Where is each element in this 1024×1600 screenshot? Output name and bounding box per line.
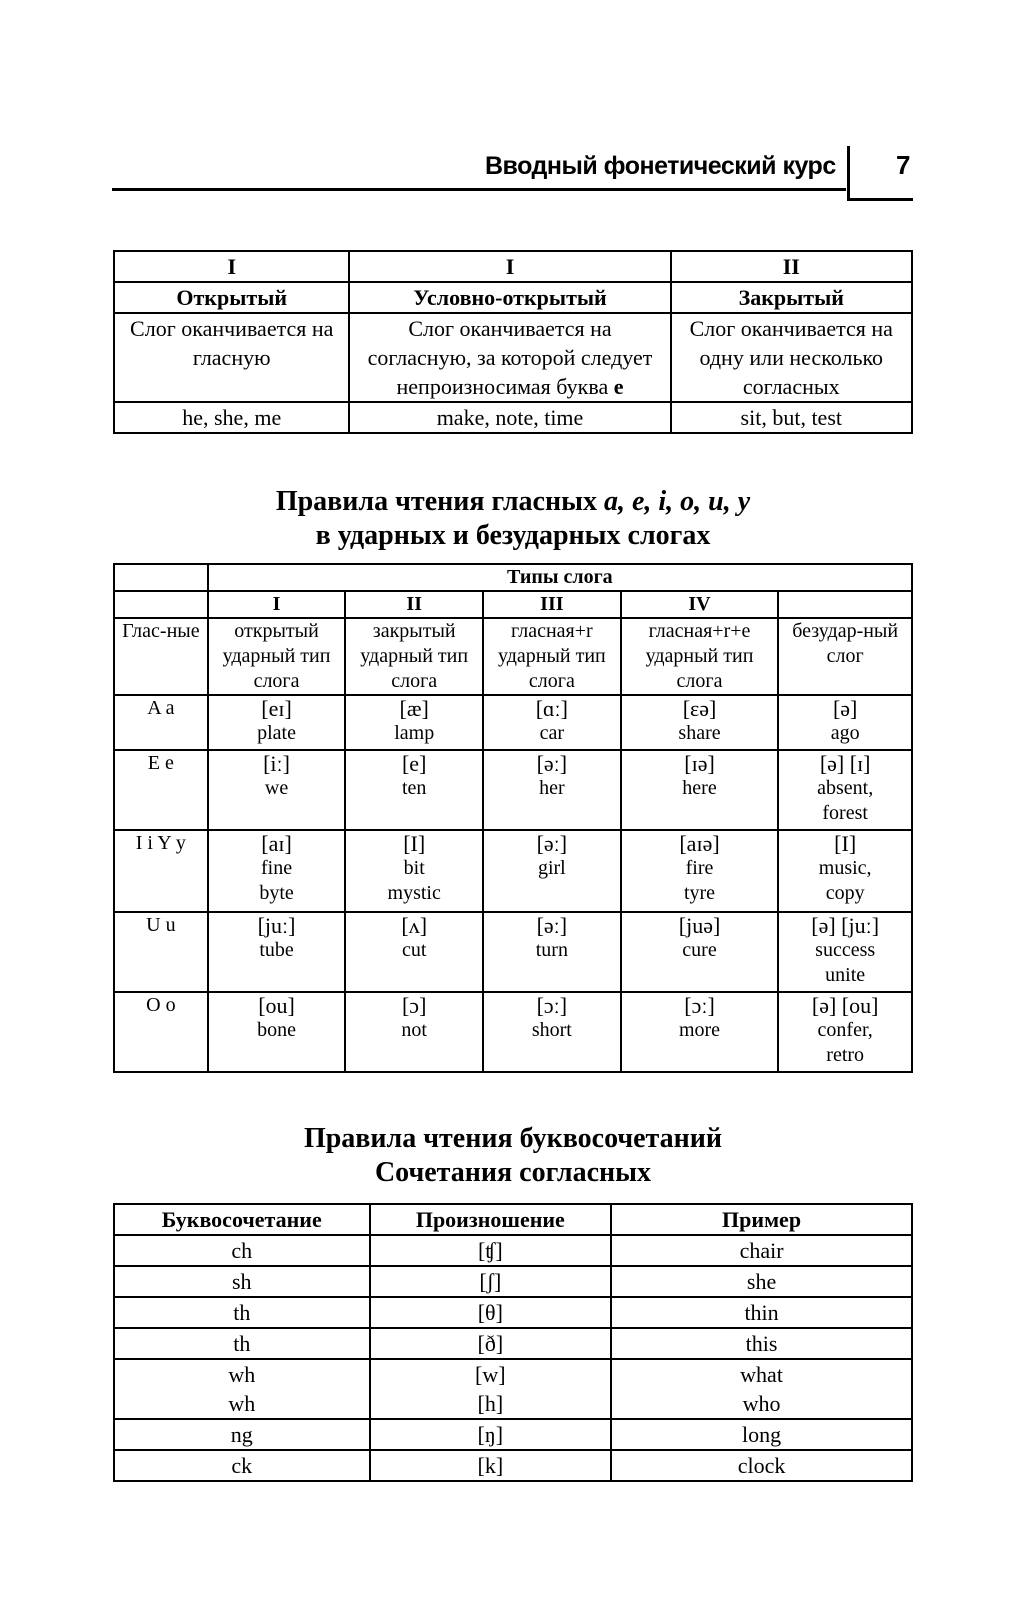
silent-letter: e xyxy=(613,374,624,399)
transcription: [ɔː] xyxy=(536,993,568,1018)
vowel-letter: A a xyxy=(114,695,208,750)
example-word: long xyxy=(611,1419,912,1450)
vowel-cell xyxy=(345,912,483,992)
vowel-cell xyxy=(483,830,621,912)
transcription: [ə] [juː] xyxy=(811,913,880,938)
vowel-cell xyxy=(208,912,346,992)
table-row xyxy=(114,618,912,695)
roman-numeral: I xyxy=(208,591,346,618)
transcription: [eɪ] xyxy=(261,696,292,721)
transcription: [ʌ] xyxy=(401,913,428,938)
page-number: 7 xyxy=(896,150,911,180)
example-word: her xyxy=(539,777,565,799)
vowel-rows xyxy=(114,695,912,1072)
transcription: [əː] xyxy=(536,913,568,938)
table-row xyxy=(114,591,912,618)
vowel-cell xyxy=(778,992,912,1072)
syllable-description: Слог оканчивается на согласную, за которой следует непроизносимая буква e xyxy=(349,313,670,402)
table-row xyxy=(114,830,912,912)
consonant-combos-table xyxy=(113,1203,913,1482)
transcription: [aɪə] xyxy=(679,831,720,856)
vowel-cell xyxy=(208,750,346,830)
table-row xyxy=(114,402,912,433)
vowel-cell xyxy=(778,750,912,830)
example-word: she xyxy=(611,1266,912,1297)
transcription: [I] xyxy=(403,831,426,856)
example-word: share xyxy=(678,722,721,744)
vowel-cell xyxy=(483,750,621,830)
syllable-types-table xyxy=(113,250,913,434)
vowel-cell xyxy=(483,695,621,750)
letter-combination: th xyxy=(114,1328,370,1359)
letter-combination: wh wh xyxy=(114,1359,370,1419)
syllable-type-label: Закрытый xyxy=(671,282,912,313)
table-row xyxy=(114,282,912,313)
vowel-cell xyxy=(483,912,621,992)
combos-section-title: Правила чтения буквосочетаний Сочетания согласных xyxy=(303,1123,723,1188)
running-header-title: Вводный фонетический курс xyxy=(485,152,836,180)
column-header: Пример xyxy=(611,1204,912,1235)
example-word: confer, xyxy=(817,1019,873,1041)
table-row xyxy=(114,251,912,282)
pronunciation: [k] xyxy=(370,1450,612,1481)
vowel-cell xyxy=(208,992,346,1072)
table-row xyxy=(114,912,912,992)
vowel-cell xyxy=(621,750,779,830)
vowel-cell xyxy=(345,750,483,830)
table-row xyxy=(114,1297,912,1328)
transcription: [ə] [ɪ] xyxy=(819,751,871,776)
vowel-letter: E e xyxy=(114,750,208,830)
vowels-table xyxy=(113,563,913,1073)
example-word: clock xyxy=(611,1450,912,1481)
header-divider xyxy=(847,146,850,201)
table-row xyxy=(114,750,912,830)
table-row xyxy=(114,1450,912,1481)
example-word: not xyxy=(401,1019,427,1041)
vowel-cell xyxy=(621,992,779,1072)
roman-numeral: II xyxy=(345,591,483,618)
table-row xyxy=(114,1419,912,1450)
transcription: [əː] xyxy=(536,751,568,776)
transcription: [ə] xyxy=(832,696,858,721)
table-row xyxy=(114,695,912,750)
example-word: what who xyxy=(611,1359,912,1419)
table-row xyxy=(114,992,912,1072)
vowel-cell xyxy=(483,992,621,1072)
vowel-cell xyxy=(778,912,912,992)
example-word: tube xyxy=(259,939,294,961)
example-word: lamp xyxy=(394,722,435,744)
example-word: byte xyxy=(259,882,294,904)
transcription: [juə] xyxy=(678,913,721,938)
vowel-cell xyxy=(208,695,346,750)
pronunciation: [w] [h] xyxy=(370,1359,612,1419)
roman-numeral xyxy=(778,591,912,618)
syllable-example: he, she, me xyxy=(114,402,349,433)
example-word: here xyxy=(682,777,717,799)
group-header: Типы слога xyxy=(208,564,912,591)
table-row xyxy=(114,1266,912,1297)
transcription: [I] xyxy=(834,831,857,856)
example-word: mystic xyxy=(387,882,441,904)
transcription: [æ] xyxy=(399,696,429,721)
table-row xyxy=(114,313,912,402)
row-header: Глас-ные xyxy=(114,618,208,695)
syllable-type-label: Условно-открытый xyxy=(349,282,670,313)
pronunciation: [ŋ] xyxy=(370,1419,612,1450)
letter-combination: th xyxy=(114,1297,370,1328)
page-number-rule xyxy=(847,198,913,201)
example-word: chair xyxy=(611,1235,912,1266)
example-word: bit xyxy=(403,857,425,879)
table-row xyxy=(114,564,912,591)
vowel-cell xyxy=(345,992,483,1072)
roman-numeral: II xyxy=(671,251,912,282)
pronunciation: [ð] xyxy=(370,1328,612,1359)
table-row xyxy=(114,1328,912,1359)
combo-rows xyxy=(114,1235,912,1481)
column-description: гласная+r+e ударный тип слога xyxy=(621,618,779,695)
pronunciation: [ʧ] xyxy=(370,1235,612,1266)
example-word: fire xyxy=(685,857,714,879)
example-word: cure xyxy=(682,939,717,961)
vowel-letter: I i Y y xyxy=(114,830,208,912)
example-word: success xyxy=(815,939,876,961)
example-word: music, xyxy=(818,857,872,879)
example-word: forest xyxy=(822,802,868,824)
example-word: short xyxy=(531,1019,572,1041)
transcription: [e] xyxy=(401,751,427,776)
column-header: Буквосочетание xyxy=(114,1204,370,1235)
roman-numeral: I xyxy=(349,251,670,282)
transcription: [iː] xyxy=(263,751,290,776)
example-word: girl xyxy=(537,857,566,879)
transcription: [ɪə] xyxy=(684,751,715,776)
vowel-cell xyxy=(621,912,779,992)
syllable-example: sit, but, test xyxy=(671,402,912,433)
example-word: ten xyxy=(401,777,427,799)
example-word: absent, xyxy=(817,777,874,799)
transcription: [ə] [ou] xyxy=(811,993,879,1018)
syllable-description: Слог оканчивается на гласную xyxy=(114,313,349,402)
vowel-cell xyxy=(621,830,779,912)
vowel-cell xyxy=(208,830,346,912)
example-word: retro xyxy=(826,1044,865,1066)
example-word: ago xyxy=(830,722,860,744)
vowel-cell xyxy=(778,695,912,750)
example-word: turn xyxy=(535,939,568,961)
vowel-letter: O o xyxy=(114,992,208,1072)
column-description: гласная+r ударный тип слога xyxy=(483,618,621,695)
transcription: [ɑː] xyxy=(535,696,568,721)
syllable-description: Слог оканчивается на одну или несколько согласных xyxy=(671,313,912,402)
roman-numeral: III xyxy=(483,591,621,618)
transcription: [ou] xyxy=(258,993,295,1018)
transcription: [aɪ] xyxy=(261,831,292,856)
example-word: more xyxy=(678,1019,721,1041)
vowel-cell xyxy=(345,830,483,912)
column-description: закрытый ударный тип слога xyxy=(345,618,483,695)
pronunciation: [ʃ] xyxy=(370,1266,612,1297)
table-row xyxy=(114,1235,912,1266)
letter-combination: ng xyxy=(114,1419,370,1450)
column-header: Произношение xyxy=(370,1204,612,1235)
example-word: car xyxy=(539,722,565,744)
letter-combination: ch xyxy=(114,1235,370,1266)
transcription: [ɔ] xyxy=(401,993,427,1018)
roman-numeral: I xyxy=(114,251,349,282)
header-rule xyxy=(112,188,846,191)
example-word: unite xyxy=(825,964,866,986)
example-word: cut xyxy=(401,939,427,961)
letter-combination: ck xyxy=(114,1450,370,1481)
syllable-type-label: Открытый xyxy=(114,282,349,313)
transcription: [juː] xyxy=(257,913,296,938)
example-word: we xyxy=(264,777,289,799)
vowel-cell xyxy=(778,830,912,912)
vowel-cell xyxy=(621,695,779,750)
example-word: copy xyxy=(825,882,865,904)
letter-combination: sh xyxy=(114,1266,370,1297)
vowel-cell xyxy=(345,695,483,750)
table-row xyxy=(114,1359,912,1419)
transcription: [ɔː] xyxy=(684,993,715,1018)
transcription: [ɛə] xyxy=(682,696,717,721)
column-description: безудар-ный слог xyxy=(778,618,912,695)
example-word: plate xyxy=(257,722,296,744)
example-word: thin xyxy=(611,1297,912,1328)
example-word: fine xyxy=(260,857,293,879)
example-word: tyre xyxy=(683,882,716,904)
column-description: открытый ударный тип слога xyxy=(208,618,346,695)
syllable-example: make, note, time xyxy=(349,402,670,433)
table-row xyxy=(114,1204,912,1235)
example-word: bone xyxy=(257,1019,296,1041)
vowels-section-title: Правила чтения гласных a, e, i, o, u, y в ударных и безударных слогах xyxy=(275,486,751,551)
example-word: this xyxy=(611,1328,912,1359)
pronunciation: [θ] xyxy=(370,1297,612,1328)
transcription: [əː] xyxy=(536,831,568,856)
roman-numeral: IV xyxy=(621,591,779,618)
vowel-letter: U u xyxy=(114,912,208,992)
